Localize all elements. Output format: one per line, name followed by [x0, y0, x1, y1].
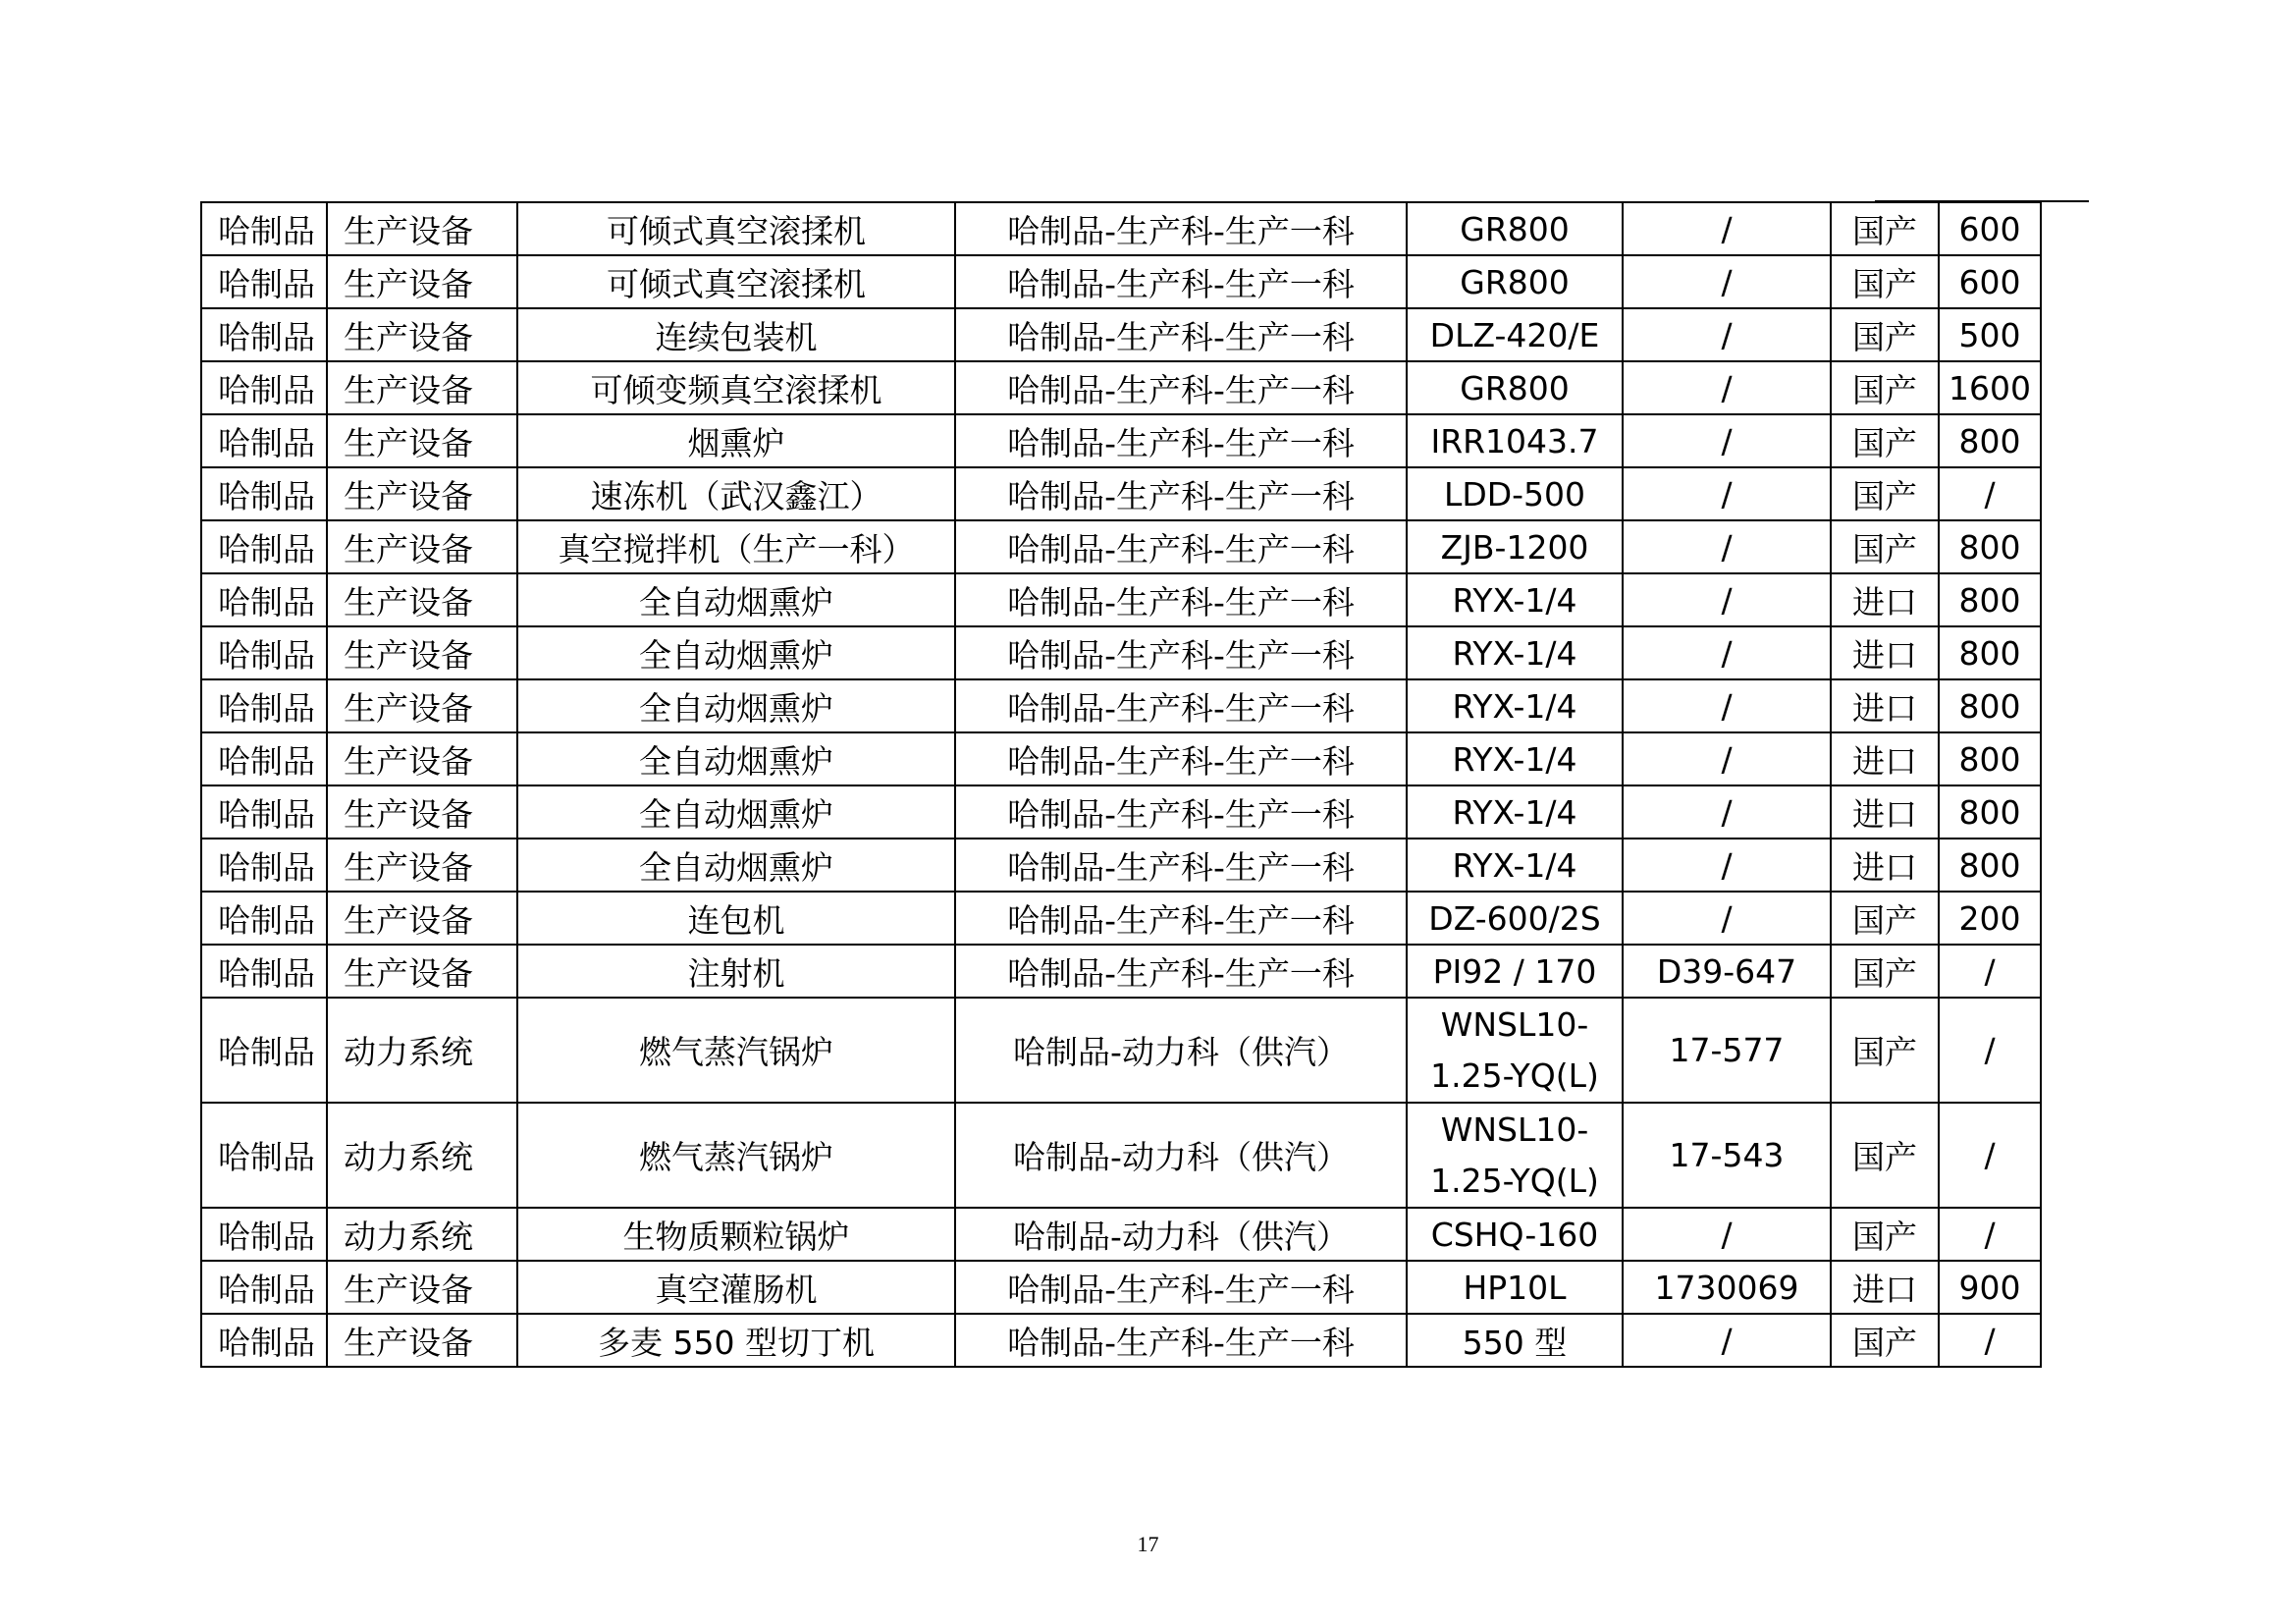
origin-cell: 国产	[1831, 998, 1939, 1103]
unit-cell: 哈制品	[201, 308, 327, 361]
serial-number-cell: 17-543	[1623, 1103, 1831, 1208]
unit-cell: 哈制品	[201, 1261, 327, 1314]
serial-number-cell: /	[1623, 626, 1831, 679]
category-cell: 生产设备	[327, 785, 517, 839]
unit-cell: 哈制品	[201, 785, 327, 839]
equipment-name-cell: 可倾变频真空滚揉机	[517, 361, 955, 414]
unit-cell: 哈制品	[201, 998, 327, 1103]
capacity-cell: 900	[1939, 1261, 2041, 1314]
origin-cell: 国产	[1831, 1208, 1939, 1261]
equipment-name-cell: 真空灌肠机	[517, 1261, 955, 1314]
origin-cell: 国产	[1831, 202, 1939, 255]
unit-cell: 哈制品	[201, 1208, 327, 1261]
category-cell: 生产设备	[327, 839, 517, 892]
department-cell: 哈制品-生产科-生产一科	[955, 361, 1407, 414]
unit-cell: 哈制品	[201, 626, 327, 679]
category-cell: 动力系统	[327, 1103, 517, 1208]
origin-cell: 国产	[1831, 945, 1939, 998]
model-cell: DLZ-420/E	[1407, 308, 1623, 361]
category-cell: 生产设备	[327, 467, 517, 520]
model-cell: WNSL10-1.25-YQ(L)	[1407, 1103, 1623, 1208]
model-cell: 550 型	[1407, 1314, 1623, 1367]
serial-number-cell: /	[1623, 839, 1831, 892]
serial-number-cell: /	[1623, 255, 1831, 308]
equipment-name-cell: 连包机	[517, 892, 955, 945]
equipment-name-cell: 燃气蒸汽锅炉	[517, 1103, 955, 1208]
origin-cell: 国产	[1831, 414, 1939, 467]
origin-cell: 国产	[1831, 520, 1939, 573]
category-cell: 生产设备	[327, 945, 517, 998]
equipment-name-cell: 烟熏炉	[517, 414, 955, 467]
unit-cell: 哈制品	[201, 414, 327, 467]
equipment-name-cell: 生物质颗粒锅炉	[517, 1208, 955, 1261]
table-row	[201, 202, 2041, 255]
model-cell: RYX-1/4	[1407, 785, 1623, 839]
department-cell: 哈制品-生产科-生产一科	[955, 732, 1407, 785]
department-cell: 哈制品-生产科-生产一科	[955, 679, 1407, 732]
table-row	[201, 520, 2041, 573]
equipment-name-cell: 燃气蒸汽锅炉	[517, 998, 955, 1103]
table-row	[201, 732, 2041, 785]
model-cell: GR800	[1407, 361, 1623, 414]
department-cell: 哈制品-生产科-生产一科	[955, 467, 1407, 520]
capacity-cell: /	[1939, 467, 2041, 520]
table-row	[201, 1314, 2041, 1367]
equipment-name-cell: 速冻机（武汉鑫江）	[517, 467, 955, 520]
category-cell: 生产设备	[327, 679, 517, 732]
department-cell: 哈制品-生产科-生产一科	[955, 1314, 1407, 1367]
table-row	[201, 998, 2041, 1103]
capacity-cell: 600	[1939, 202, 2041, 255]
unit-cell: 哈制品	[201, 361, 327, 414]
capacity-cell: /	[1939, 1314, 2041, 1367]
origin-cell: 进口	[1831, 679, 1939, 732]
serial-number-cell: /	[1623, 679, 1831, 732]
origin-cell: 进口	[1831, 839, 1939, 892]
model-cell: DZ-600/2S	[1407, 892, 1623, 945]
model-cell: RYX-1/4	[1407, 839, 1623, 892]
category-cell: 动力系统	[327, 1208, 517, 1261]
capacity-cell: 600	[1939, 255, 2041, 308]
serial-number-cell: /	[1623, 892, 1831, 945]
capacity-cell: /	[1939, 1208, 2041, 1261]
category-cell: 生产设备	[327, 1314, 517, 1367]
serial-number-cell: /	[1623, 361, 1831, 414]
department-cell: 哈制品-生产科-生产一科	[955, 308, 1407, 361]
origin-cell: 国产	[1831, 467, 1939, 520]
table-row	[201, 308, 2041, 361]
category-cell: 生产设备	[327, 414, 517, 467]
department-cell: 哈制品-生产科-生产一科	[955, 892, 1407, 945]
table-row	[201, 785, 2041, 839]
capacity-cell: 800	[1939, 732, 2041, 785]
serial-number-cell: /	[1623, 732, 1831, 785]
model-cell: RYX-1/4	[1407, 573, 1623, 626]
capacity-cell: /	[1939, 998, 2041, 1103]
table-row	[201, 679, 2041, 732]
department-cell: 哈制品-生产科-生产一科	[955, 945, 1407, 998]
category-cell: 生产设备	[327, 892, 517, 945]
unit-cell: 哈制品	[201, 1314, 327, 1367]
unit-cell: 哈制品	[201, 573, 327, 626]
capacity-cell: 500	[1939, 308, 2041, 361]
department-cell: 哈制品-生产科-生产一科	[955, 414, 1407, 467]
department-cell: 哈制品-动力科（供汽）	[955, 998, 1407, 1103]
equipment-name-cell: 全自动烟熏炉	[517, 573, 955, 626]
unit-cell: 哈制品	[201, 467, 327, 520]
unit-cell: 哈制品	[201, 892, 327, 945]
category-cell: 生产设备	[327, 732, 517, 785]
model-cell: ZJB-1200	[1407, 520, 1623, 573]
category-cell: 生产设备	[327, 626, 517, 679]
category-cell: 动力系统	[327, 998, 517, 1103]
serial-number-cell: /	[1623, 467, 1831, 520]
unit-cell: 哈制品	[201, 839, 327, 892]
unit-cell: 哈制品	[201, 520, 327, 573]
capacity-cell: 200	[1939, 892, 2041, 945]
capacity-cell: 800	[1939, 679, 2041, 732]
table-row	[201, 626, 2041, 679]
serial-number-cell: /	[1623, 308, 1831, 361]
capacity-cell: 800	[1939, 785, 2041, 839]
table-row	[201, 892, 2041, 945]
model-cell: CSHQ-160	[1407, 1208, 1623, 1261]
equipment-table	[200, 201, 2042, 1368]
department-cell: 哈制品-生产科-生产一科	[955, 1261, 1407, 1314]
department-cell: 哈制品-生产科-生产一科	[955, 255, 1407, 308]
equipment-name-cell: 全自动烟熏炉	[517, 785, 955, 839]
origin-cell: 国产	[1831, 361, 1939, 414]
origin-cell: 进口	[1831, 785, 1939, 839]
origin-cell: 进口	[1831, 573, 1939, 626]
serial-number-cell: /	[1623, 414, 1831, 467]
capacity-cell: 800	[1939, 414, 2041, 467]
model-cell: RYX-1/4	[1407, 626, 1623, 679]
origin-cell: 国产	[1831, 1314, 1939, 1367]
table-row	[201, 361, 2041, 414]
serial-number-cell: 17-577	[1623, 998, 1831, 1103]
table-row	[201, 467, 2041, 520]
capacity-cell: 1600	[1939, 361, 2041, 414]
table-row	[201, 839, 2041, 892]
capacity-cell: /	[1939, 945, 2041, 998]
serial-number-cell: /	[1623, 520, 1831, 573]
origin-cell: 国产	[1831, 308, 1939, 361]
page-number: 17	[1137, 1532, 1159, 1556]
capacity-cell: 800	[1939, 839, 2041, 892]
equipment-name-cell: 可倾式真空滚揉机	[517, 202, 955, 255]
table-row	[201, 1103, 2041, 1208]
table-row	[201, 945, 2041, 998]
unit-cell: 哈制品	[201, 945, 327, 998]
serial-number-cell: /	[1623, 1314, 1831, 1367]
unit-cell: 哈制品	[201, 679, 327, 732]
equipment-name-cell: 全自动烟熏炉	[517, 732, 955, 785]
origin-cell: 进口	[1831, 626, 1939, 679]
department-cell: 哈制品-动力科（供汽）	[955, 1103, 1407, 1208]
equipment-name-cell: 全自动烟熏炉	[517, 679, 955, 732]
category-cell: 生产设备	[327, 573, 517, 626]
table-row	[201, 573, 2041, 626]
category-cell: 生产设备	[327, 308, 517, 361]
serial-number-cell: D39-647	[1623, 945, 1831, 998]
table-row	[201, 1208, 2041, 1261]
category-cell: 生产设备	[327, 361, 517, 414]
origin-cell: 国产	[1831, 255, 1939, 308]
department-cell: 哈制品-生产科-生产一科	[955, 520, 1407, 573]
serial-number-cell: 1730069	[1623, 1261, 1831, 1314]
equipment-name-cell: 全自动烟熏炉	[517, 839, 955, 892]
equipment-name-cell: 全自动烟熏炉	[517, 626, 955, 679]
serial-number-cell: /	[1623, 202, 1831, 255]
category-cell: 生产设备	[327, 255, 517, 308]
table-row	[201, 414, 2041, 467]
model-cell: GR800	[1407, 202, 1623, 255]
department-cell: 哈制品-动力科（供汽）	[955, 1208, 1407, 1261]
category-cell: 生产设备	[327, 520, 517, 573]
model-cell: RYX-1/4	[1407, 732, 1623, 785]
origin-cell: 国产	[1831, 1103, 1939, 1208]
unit-cell: 哈制品	[201, 202, 327, 255]
table-row	[201, 1261, 2041, 1314]
capacity-cell: /	[1939, 1103, 2041, 1208]
equipment-table-body	[201, 202, 2041, 1367]
serial-number-cell: /	[1623, 1208, 1831, 1261]
serial-number-cell: /	[1623, 573, 1831, 626]
category-cell: 生产设备	[327, 1261, 517, 1314]
department-cell: 哈制品-生产科-生产一科	[955, 202, 1407, 255]
model-cell: IRR1043.7	[1407, 414, 1623, 467]
department-cell: 哈制品-生产科-生产一科	[955, 626, 1407, 679]
model-cell: WNSL10-1.25-YQ(L)	[1407, 998, 1623, 1103]
equipment-name-cell: 连续包装机	[517, 308, 955, 361]
origin-cell: 国产	[1831, 892, 1939, 945]
unit-cell: 哈制品	[201, 1103, 327, 1208]
equipment-name-cell: 注射机	[517, 945, 955, 998]
equipment-name-cell: 可倾式真空滚揉机	[517, 255, 955, 308]
model-cell: RYX-1/4	[1407, 679, 1623, 732]
equipment-name-cell: 真空搅拌机（生产一科）	[517, 520, 955, 573]
model-cell: HP10L	[1407, 1261, 1623, 1314]
table-row	[201, 255, 2041, 308]
origin-cell: 进口	[1831, 1261, 1939, 1314]
model-cell: PI92 / 170	[1407, 945, 1623, 998]
capacity-cell: 800	[1939, 573, 2041, 626]
unit-cell: 哈制品	[201, 255, 327, 308]
model-cell: GR800	[1407, 255, 1623, 308]
capacity-cell: 800	[1939, 626, 2041, 679]
equipment-name-cell: 多麦 550 型切丁机	[517, 1314, 955, 1367]
capacity-cell: 800	[1939, 520, 2041, 573]
model-cell: LDD-500	[1407, 467, 1623, 520]
serial-number-cell: /	[1623, 785, 1831, 839]
department-cell: 哈制品-生产科-生产一科	[955, 785, 1407, 839]
department-cell: 哈制品-生产科-生产一科	[955, 573, 1407, 626]
unit-cell: 哈制品	[201, 732, 327, 785]
department-cell: 哈制品-生产科-生产一科	[955, 839, 1407, 892]
category-cell: 生产设备	[327, 202, 517, 255]
origin-cell: 进口	[1831, 732, 1939, 785]
